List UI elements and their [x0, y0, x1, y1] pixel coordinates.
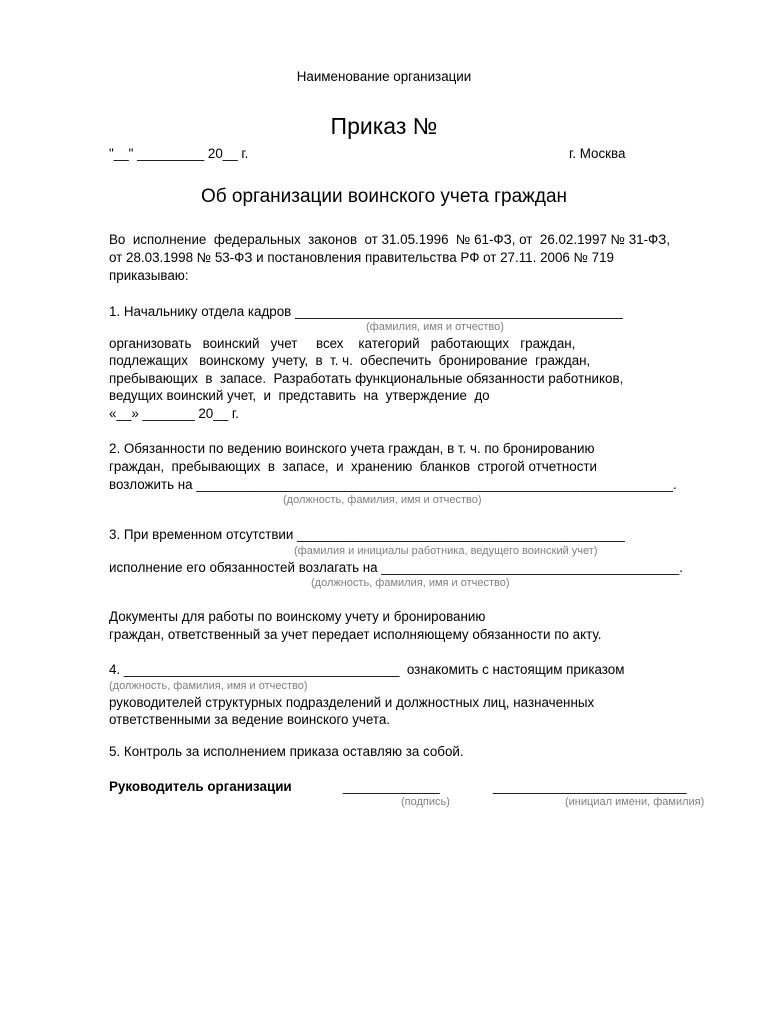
item-3-line: 3. При временном отсутствии ____________________________________________: [109, 527, 625, 542]
item-4-body-line: руководителей структурных подразделений и должностных лиц, назначенных: [109, 695, 595, 710]
item-5: 5. Контроль за исполнением приказа оставляю за собой.: [109, 744, 464, 759]
intro-line: приказываю:: [109, 268, 189, 283]
item-2-line: граждан, пребывающих в запасе, и хранению бланков строгой отчетности: [109, 459, 598, 474]
intro-line: от 28.03.1998 № 53-ФЗ и постановления правительства РФ от 27.11. 2006 № 719: [109, 250, 615, 265]
name-hint: (инициал имени, фамилия): [565, 796, 705, 808]
signature-line: _____________: [343, 779, 440, 794]
item-1-body-line: организовать воинский учет всех категорий работающих граждан,: [109, 336, 576, 351]
item-4-hint: (должность, фамилия, имя и отчество): [109, 680, 308, 692]
city-label: г. Москва: [569, 146, 626, 161]
item-1-body-line: ведущих воинский учет, и представить на утверждение до: [109, 388, 490, 403]
item-4-line: 4. _____________________________________ ознакомить с настоящим приказом: [109, 662, 625, 677]
item-3-line: исполнение его обязанностей возлагать на ________________________________________.: [109, 560, 683, 575]
item-1-body-line: подлежащих воинскому учету, в т. ч. обеспечить бронирование граждан,: [109, 353, 591, 368]
date-line: "__" _________ 20__ г.: [109, 146, 249, 161]
item-1-line: 1. Начальнику отдела кадров ____________________________________________: [109, 304, 623, 319]
organization-name-label: Наименование организации: [296, 69, 472, 84]
item-3-hint: (должность, фамилия, имя и отчество): [311, 577, 510, 589]
documents-line: Документы для работы по воинскому учету и бронированию: [109, 609, 486, 624]
item-2-line: 2. Обязанности по ведению воинского учета граждан, в т. ч. по бронированию: [109, 441, 595, 456]
name-line: __________________________: [493, 779, 687, 794]
item-4-body-line: ответственными за ведение воинского учета.: [109, 712, 391, 727]
signature-hint: (подпись): [401, 796, 450, 808]
item-2-line: возложить на ________________________________________________________________.: [109, 477, 677, 492]
item-1-body-line: пребывающих в запасе. Разработать функциональные обязанности работников,: [109, 371, 624, 386]
documents-line: граждан, ответственный за учет передает исполняющему обязанности по акту.: [109, 627, 602, 642]
item-2-hint: (должность, фамилия, имя и отчество): [283, 494, 482, 506]
intro-line: Во исполнение федеральных законов от 31.05.1996 № 61-ФЗ, от 26.02.1997 № 31-ФЗ,: [109, 232, 671, 247]
item-1-hint: (фамилия, имя и отчество): [366, 321, 504, 333]
item-3-hint: (фамилия и инициалы работника, ведущего воинский учет): [294, 545, 598, 557]
item-1-body-line: «__» _______ 20__ г.: [109, 406, 239, 421]
document-title: Приказ №: [330, 113, 438, 139]
document-subtitle: Об организации воинского учета граждан: [200, 186, 568, 207]
signature-label: Руководитель организации: [109, 779, 292, 794]
